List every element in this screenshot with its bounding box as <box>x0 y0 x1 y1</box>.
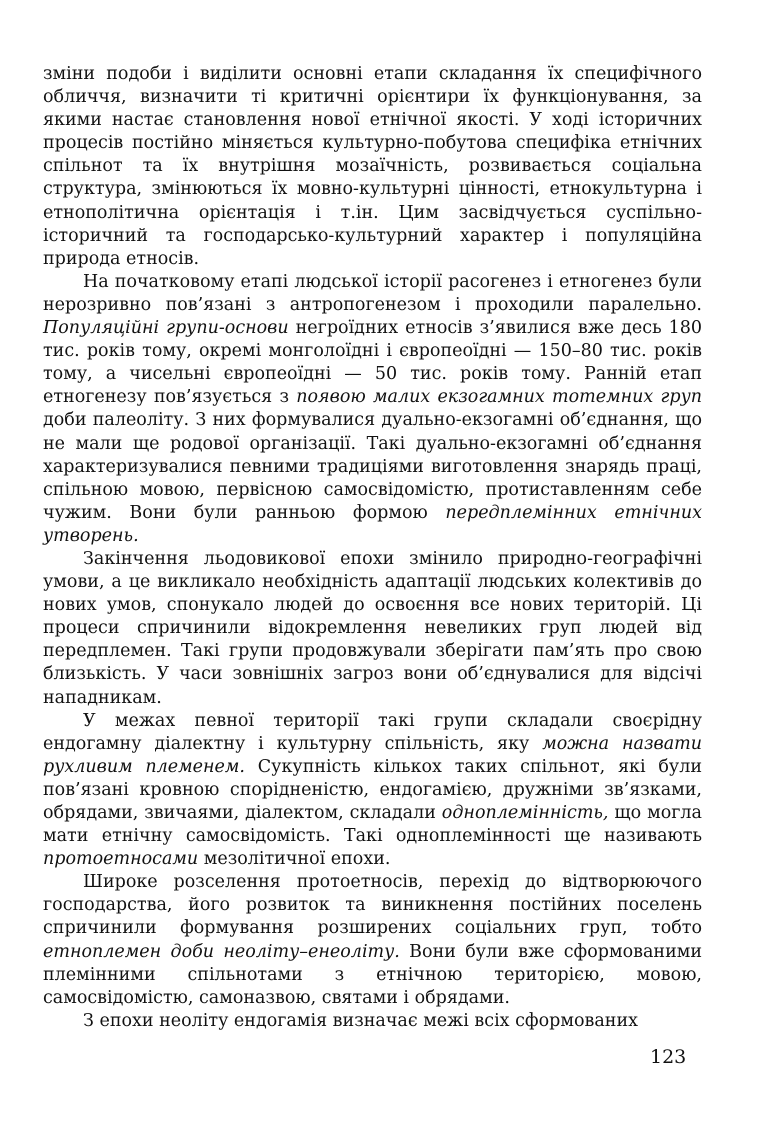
text-run: зміни подоби і виділити основні етапи складання їх специфічного обличчя, визначити ті критичні орієнтири їх функціонування, за якими настає становлення нової етнічної якості. У ході історичних процесів постійно міняється культурно-побутова специфіка етнічних спільнот та їх внутрішня мозаїчність, розвивається соціальна структура, змінюються їх мовно-культурні цінності, етнокультурна і етнополітична орієнтація і т.ін. Цим засвідчується суспільно-історичний та господарсько-культурний характер і популяційна природа етносів. <box>43 64 702 269</box>
text-run: мезолітичної епохи. <box>198 849 391 870</box>
italic-term: появою малих екзогамних тотемних груп <box>296 387 702 408</box>
text-run: У межах певної території такі групи складали своєрідну ендогамну діалектну і культурну спільність, яку <box>43 710 702 754</box>
text-run: З епохи неоліту ендогамія визначає межі всіх сформованих <box>83 1010 638 1031</box>
text-run: негроїдних етносів з’явилися вже десь 180 тис. років тому, окремі монголоїдні і європеоїдні — 150–80 тис. років тому, а чисельні європеоїдні — 50 тис. років тому. Ранній етап етногенезу пов’язується з <box>43 318 702 408</box>
paragraph <box>43 1010 702 1033</box>
text-run: доби палеоліту. З них формувалися дуально-екзогамні об’єднання, що не мали ще родової організації. Такі дуально-екзогамні об’єднання характеризувалися певними традиціями виготовлення знарядь праці, спільною мовою, первісною самосвідомістю, протиставленням себе чужим. Вони були ранньою формою <box>43 410 702 523</box>
italic-term: Популяційні групи-основи <box>43 318 289 339</box>
text-run: Вони були вже сформованими племінними спільнотами з етнічною територією, мовою, самосвідомістю, самоназвою, святами і обрядами. <box>43 941 703 1008</box>
paragraph <box>43 710 702 872</box>
paragraph <box>43 271 702 548</box>
italic-term: протоетносами <box>43 849 199 870</box>
italic-term: передплемінних етнічних утворень. <box>43 502 702 546</box>
page-body <box>43 63 702 1033</box>
text-run: Широке розселення протоетносів, перехід до відтворюючого господарства, його розвиток та виникнення постійних поселень спричинили формування розширених соціальних груп, тобто <box>43 872 702 939</box>
paragraph <box>43 871 702 1010</box>
italic-term: можна назвати рухливим племенем. <box>43 733 703 777</box>
page-number: 123 <box>650 1046 687 1068</box>
italic-term: етноплемен доби неоліту–енеоліту. <box>43 941 400 962</box>
text-run: Сукупність кількох таких спільнот, які були пов’язані кровною спорідненістю, ендогамією, дружніми зв’язками, обрядами, звичаями, діалектом, складали <box>43 756 702 823</box>
italic-term: одноплемінність, <box>441 803 609 823</box>
paragraph <box>43 63 702 271</box>
text-run: На початковому етапі людської історії расогенез і етногенез були нерозривно пов’язані з антропогенезом і проходили паралельно. <box>43 271 702 315</box>
text-run: Закінчення льодовикової епохи змінило природно-географічні умови, а це викликало необхідність адаптації людських колективів до нових умов, спонукало людей до освоєння все нових територій. Ці процеси спричинили відокремлення невеликих груп людей від передплемен. Такі групи продовжували зберігати пам’ять про свою близькість. У часи зовнішніх загроз вони об’єднувалися для відсічі нападникам. <box>43 548 702 708</box>
paragraph <box>43 548 702 710</box>
text-run: що могла мати етнічну самосвідомість. Такі одноплемінності ще називають <box>43 803 702 847</box>
